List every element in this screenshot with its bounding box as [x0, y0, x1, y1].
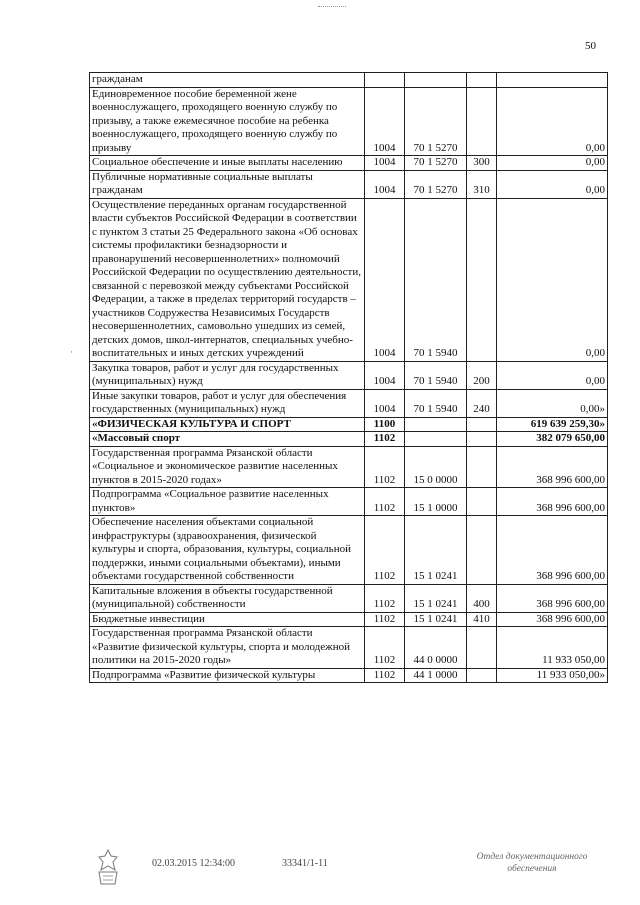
table-row — [90, 198, 608, 361]
row-vr: 300 — [467, 156, 497, 171]
row-name: Осуществление переданных органам государственной власти субъектов Российской Федерации в соответствии с пунктом 3 статьи 25 Федерального закона «Об основах системы профилактики безнадзорности и правонарушений несовершеннолетних» полномочий Российской Федерации по осуществлению деятельности, связанной с перевозкой между субъектами Российской Федерации, а также в пределах территорий государств – участников Содружества Независимых Государств несовершеннолетних, самовольно ушедших из семей, детских домов, школ-интернатов, специальных учебно-воспитательных и иных детских учреждений — [90, 198, 365, 361]
row-section: 1004 — [365, 156, 405, 171]
row-csr: 70 1 5940 — [405, 361, 467, 389]
row-vr — [467, 87, 497, 156]
row-vr — [467, 446, 497, 488]
table-row — [90, 488, 608, 516]
row-name: Иные закупки товаров, работ и услуг для обеспечения государственных (муниципальных) нужд — [90, 389, 365, 417]
row-vr — [467, 417, 497, 432]
row-csr: 70 1 5940 — [405, 389, 467, 417]
row-name: Государственная программа Рязанской области «Социальное и экономическое развитие населенных пунктов в 2015-2020 годах» — [90, 446, 365, 488]
row-section: 1102 — [365, 488, 405, 516]
row-section: 1102 — [365, 584, 405, 612]
table-row — [90, 516, 608, 585]
page-number: 50 — [585, 40, 596, 52]
table-row — [90, 389, 608, 417]
coat-of-arms-icon — [93, 848, 123, 888]
row-name: Социальное обеспечение и иные выплаты населению — [90, 156, 365, 171]
row-name: Подпрограмма «Социальное развитие населенных пунктов» — [90, 488, 365, 516]
table-row — [90, 446, 608, 488]
row-name: Обеспечение населения объектами социальной инфраструктуры (здравоохранения, физической культуры и спорта, образования, культуры, социальной поддержки, иными социальными объектами), иными объектами государственной собственности — [90, 516, 365, 585]
row-amount: 0,00 — [497, 156, 608, 171]
row-csr: 15 1 0241 — [405, 516, 467, 585]
budget-table — [89, 72, 608, 683]
row-vr — [467, 627, 497, 669]
row-amount — [497, 73, 608, 88]
row-name: Закупка товаров, работ и услуг для государственных (муниципальных) нужд — [90, 361, 365, 389]
row-section: 1102 — [365, 432, 405, 447]
row-vr: 310 — [467, 170, 497, 198]
row-name: «ФИЗИЧЕСКАЯ КУЛЬТУРА И СПОРТ — [90, 417, 365, 432]
row-amount: 0,00 — [497, 170, 608, 198]
row-amount: 368 996 600,00 — [497, 612, 608, 627]
row-csr: 15 1 0000 — [405, 488, 467, 516]
row-name: Бюджетные инвестиции — [90, 612, 365, 627]
row-csr: 44 0 0000 — [405, 627, 467, 669]
row-section: 1102 — [365, 612, 405, 627]
table-row — [90, 668, 608, 683]
row-amount: 0,00 — [497, 198, 608, 361]
row-amount: 368 996 600,00 — [497, 488, 608, 516]
row-amount: 368 996 600,00 — [497, 584, 608, 612]
row-amount: 368 996 600,00 — [497, 516, 608, 585]
row-section: 1102 — [365, 516, 405, 585]
row-csr — [405, 432, 467, 447]
row-csr: 15 0 0000 — [405, 446, 467, 488]
row-csr — [405, 73, 467, 88]
table-row — [90, 584, 608, 612]
row-csr: 70 1 5940 — [405, 198, 467, 361]
row-csr: 70 1 5270 — [405, 87, 467, 156]
row-amount: 619 639 259,30» — [497, 417, 608, 432]
row-csr: 15 1 0241 — [405, 584, 467, 612]
footer-datetime: 02.03.2015 12:34:00 — [152, 858, 236, 869]
row-name: Публичные нормативные социальные выплаты гражданам — [90, 170, 365, 198]
row-vr: 400 — [467, 584, 497, 612]
table-row — [90, 156, 608, 171]
row-name: гражданам — [90, 73, 365, 88]
row-vr — [467, 73, 497, 88]
row-amount: 382 079 650,00 — [497, 432, 608, 447]
row-amount: 0,00 — [497, 87, 608, 156]
row-csr — [405, 417, 467, 432]
row-vr — [467, 516, 497, 585]
row-section: 1004 — [365, 389, 405, 417]
table-body — [90, 73, 608, 683]
table-row — [90, 417, 608, 432]
row-name: Единовременное пособие беременной жене военнослужащего, проходящего военную службу по призыву, а также ежемесячное пособие на ребенка военнослужащего, проходящего военную службу по призыву — [90, 87, 365, 156]
row-amount: 0,00 — [497, 361, 608, 389]
footer-doc-number: 33341/1-11 — [282, 858, 328, 869]
row-csr: 44 1 0000 — [405, 668, 467, 683]
table-row — [90, 73, 608, 88]
row-amount: 368 996 600,00 — [497, 446, 608, 488]
row-csr: 70 1 5270 — [405, 156, 467, 171]
row-vr — [467, 668, 497, 683]
row-name: Государственная программа Рязанской области «Развитие физической культуры, спорта и молодежной политики на 2015-2020 годы» — [90, 627, 365, 669]
row-section: 1004 — [365, 87, 405, 156]
table-row — [90, 432, 608, 447]
row-vr: 240 — [467, 389, 497, 417]
row-csr: 15 1 0241 — [405, 612, 467, 627]
table-row — [90, 627, 608, 669]
row-name: «Массовый спорт — [90, 432, 365, 447]
row-csr: 70 1 5270 — [405, 170, 467, 198]
row-section: 1102 — [365, 668, 405, 683]
row-vr — [467, 198, 497, 361]
table-row — [90, 361, 608, 389]
row-section: 1004 — [365, 361, 405, 389]
row-section: 1102 — [365, 627, 405, 669]
table-row — [90, 612, 608, 627]
row-amount: 11 933 050,00 — [497, 627, 608, 669]
top-edge-mark — [318, 6, 346, 7]
table-row — [90, 87, 608, 156]
row-section: 1100 — [365, 417, 405, 432]
row-section — [365, 73, 405, 88]
margin-dot: · — [70, 347, 73, 357]
table-row — [90, 170, 608, 198]
row-amount: 11 933 050,00» — [497, 668, 608, 683]
row-section: 1004 — [365, 198, 405, 361]
row-vr: 410 — [467, 612, 497, 627]
row-name: Капитальные вложения в объекты государственной (муниципальной) собственности — [90, 584, 365, 612]
row-vr — [467, 488, 497, 516]
footer-stamp: Отдел документационного обеспечения — [476, 852, 588, 874]
row-amount: 0,00» — [497, 389, 608, 417]
row-section: 1004 — [365, 170, 405, 198]
row-vr — [467, 432, 497, 447]
row-section: 1102 — [365, 446, 405, 488]
row-name: Подпрограмма «Развитие физической культуры — [90, 668, 365, 683]
row-vr: 200 — [467, 361, 497, 389]
